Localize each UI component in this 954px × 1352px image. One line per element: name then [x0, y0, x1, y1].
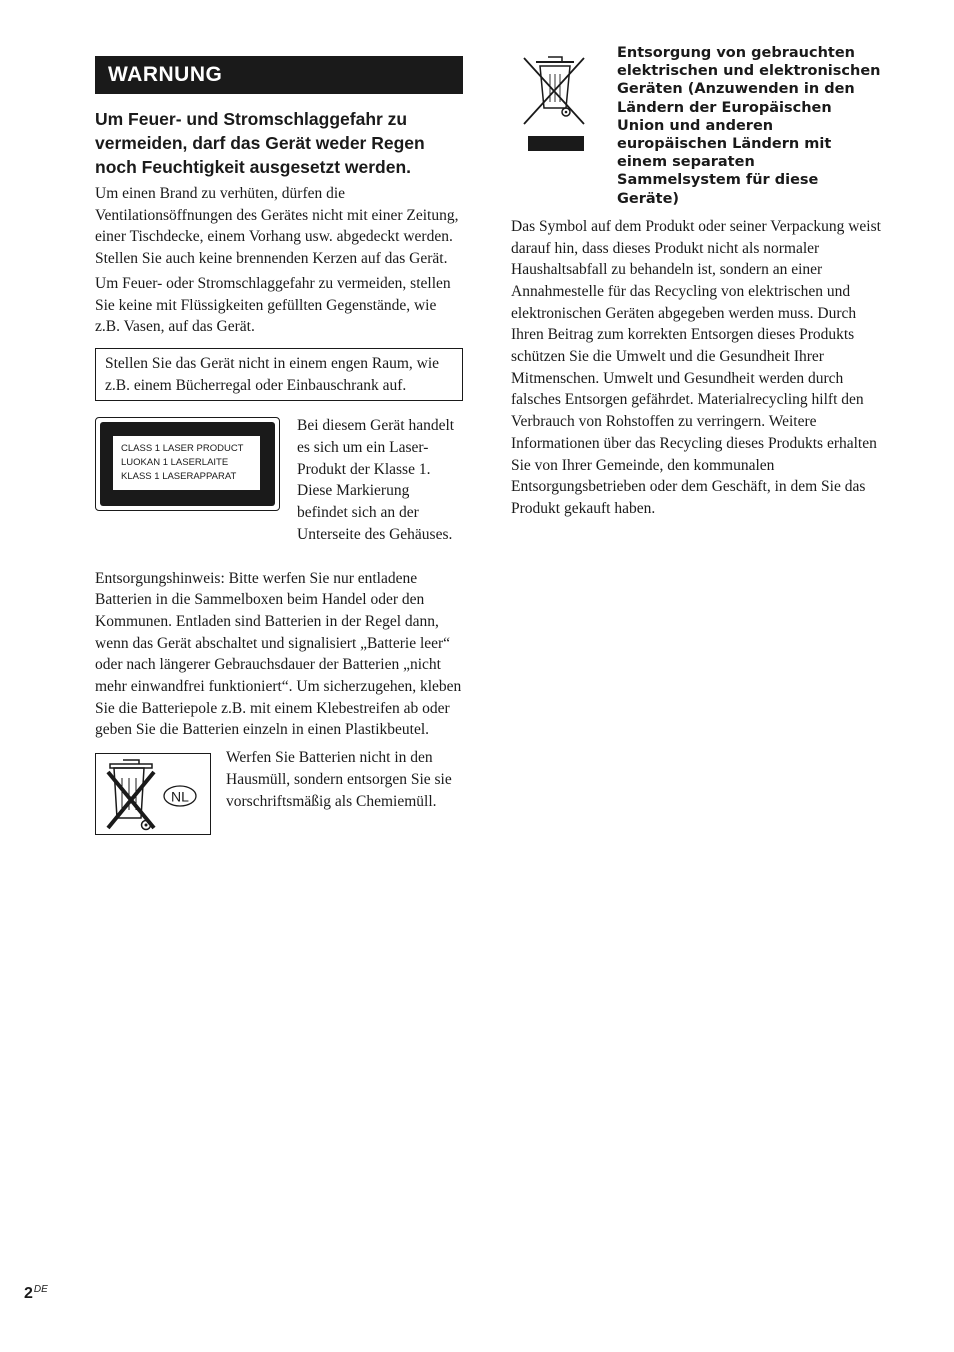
battery-icon-section	[95, 749, 463, 835]
nl-label: NL	[171, 788, 189, 805]
liquid-paragraph: Um Feuer- oder Stromschlaggefahr zu vermeiden, stellen Sie keine mit Flüssigkeiten gefüllten Gegenstände, wie z.B. Vasen, auf das Gerät.	[95, 274, 451, 336]
page-language: DE	[33, 1284, 48, 1295]
laser-label-line-1: CLASS 1 LASER PRODUCT	[121, 443, 244, 455]
installation-notice-box: Stellen Sie das Gerät nicht in einem engen Raum, wie z.B. einem Bücherregal oder Einbauschrank auf.	[95, 348, 463, 401]
laser-description: Bei diesem Gerät handelt es sich um ein Laser-Produkt der Klasse 1. Diese Markierung befindet sich an der Unterseite des Gehäuses.	[297, 417, 455, 543]
battery-icon-text: Werfen Sie Batterien nicht in den Hausmüll, sondern entsorgen Sie sie vorschriftsmäßig als Chemiemüll.	[226, 749, 452, 810]
page-number	[24, 1284, 48, 1303]
ventilation-paragraph: Um einen Brand zu verhüten, dürfen die Ventilationsöffnungen des Gerätes nicht mit einer Zeitung, einer Tischdecke, einem Vorhang usw. abgedeckt werden. Stellen Sie auch keine brennenden Kerzen auf das Gerät.	[95, 185, 459, 268]
laser-class-label	[95, 417, 280, 511]
weee-header	[511, 44, 883, 208]
left-column	[95, 56, 463, 835]
laser-label-line-2: LUOKAN 1 LASERLAITE	[121, 457, 229, 469]
warning-title-bar	[95, 56, 463, 94]
warning-title: WARNUNG	[108, 63, 223, 86]
laser-section	[95, 415, 463, 545]
weee-crossed-bin-icon	[520, 48, 590, 158]
battery-disposal-paragraph: Entsorgungshinweis: Bitte werfen Sie nur entladene Batterien in die Sammelboxen beim Handel oder den Kommunen. Entladen sind Batterien in der Regel dann, wenn das Gerät abschaltet und signalisiert „Batterie leer“ oder nach längerer Gebrauchsdauer der Batterien „nicht mehr einwandfrei funktioniert“. Um sicherzugehen, kleben Sie die Batteriepole z.B. mit einem Klebestreifen ab oder geben Sie die Batterien einzeln in einen Plastikbeutel.	[95, 569, 462, 739]
weee-title: Entsorgung von gebrauchten elektrischen und elektronischen Geräten (Anzuwenden in den Ländern der Europäischen Union und anderen europäischen Ländern mit einem separaten Sammelsystem für diese Geräte)	[617, 45, 881, 207]
page-number-value: 2	[24, 1285, 33, 1302]
crossed-bin-nl-icon	[95, 753, 211, 835]
weee-description: Das Symbol auf dem Produkt oder seiner Verpackung weist darauf hin, dass dieses Produkt nicht als normaler Haushaltsabfall zu behandeln ist, sondern an einer Annahmestelle für das Recycling von elektrischen und elektronischen Geräten abgegeben werden muss. Durch Ihren Beitrag zum korrekten Entsorgen dieses Produkts schützen Sie die Umwelt und die Gesundheit Ihrer Mitmenschen. Umwelt und Gesundheit werden durch falsches Entsorgen gefährdet. Materialrecycling hilft den Verbrauch von Rohstoffen zu verringern. Weitere Informationen über das Recycling dieses Produkts erhalten Sie von Ihrer Gemeinde, den kommunalen Entsorgungsbetrieben oder dem Geschäft, in dem Sie das Produkt gekauft haben.	[511, 217, 881, 517]
warning-headline: Um Feuer- und Stromschlaggefahr zu vermeiden, darf das Gerät weder Regen noch Feuchtigkeit ausgesetzt werden.	[95, 109, 425, 177]
right-column	[511, 44, 883, 520]
laser-label-line-3: KLASS 1 LASERAPPARAT	[121, 471, 237, 483]
